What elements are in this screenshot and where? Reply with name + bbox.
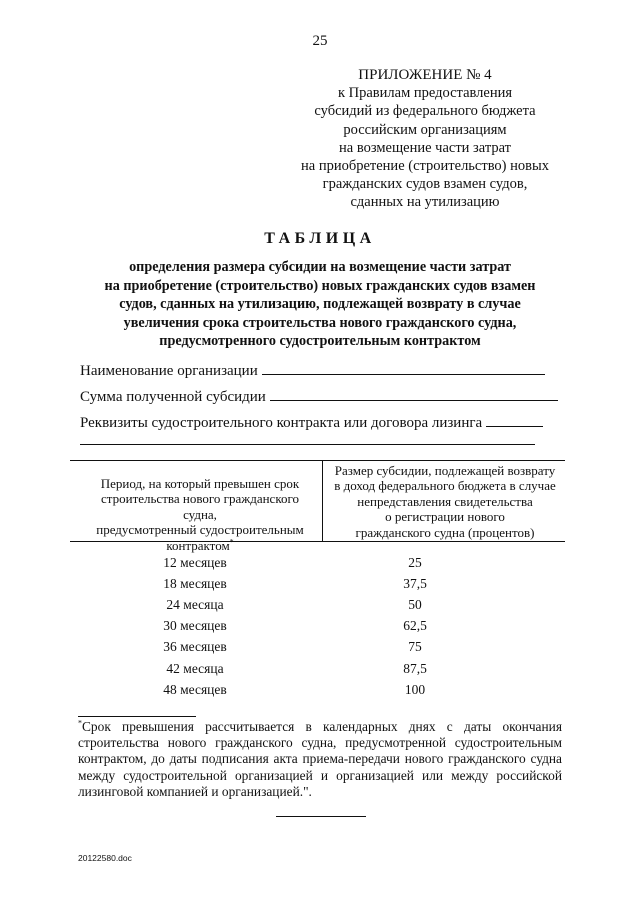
- period-cell: 36 месяцев: [163, 639, 227, 655]
- table-header-period: Период, на который превышен срок строительства нового гражданского судна, предусмотренный судостроительным контрактом*: [96, 476, 304, 553]
- period-cell: 12 месяцев: [163, 554, 227, 570]
- table-row: [100, 552, 550, 573]
- percent-cell: 87,5: [403, 660, 427, 676]
- appendix-heading-block: [290, 66, 560, 212]
- period-cell: 48 месяцев: [163, 681, 227, 697]
- page-number: 25: [312, 33, 328, 49]
- appendix-line: на приобретение (строительство) новых: [301, 158, 549, 175]
- subsidy-amount-blank[interactable]: [270, 386, 558, 401]
- percent-cell: 100: [404, 681, 426, 697]
- document-filename: 20122580.doc: [78, 853, 132, 863]
- appendix-line: на возмещение части затрат: [339, 139, 511, 156]
- footnote: [78, 719, 562, 800]
- subtitle-line: увеличения срока строительства нового гражданского судна,: [123, 314, 517, 331]
- percent-cell: 25: [408, 554, 422, 570]
- table-column-divider: [322, 460, 323, 541]
- table-row: [100, 594, 550, 615]
- percent-cell: 37,5: [403, 575, 427, 591]
- contract-details-label: Реквизиты судостроительного контракта или договора лизинга: [80, 415, 483, 431]
- table-row: [100, 616, 550, 637]
- table-top-rule: [70, 460, 565, 461]
- table-header-rule: [70, 541, 565, 542]
- percent-cell: 75: [408, 639, 422, 655]
- subtitle-line: на приобретение (строительство) новых гражданских судов взамен: [104, 277, 536, 294]
- organization-label: Наименование организации: [80, 363, 258, 379]
- table-body: [100, 552, 550, 700]
- subtitle-line: определения размера субсидии на возмещение части затрат: [129, 259, 511, 275]
- contract-details-blank[interactable]: [486, 412, 543, 427]
- footnote-mark: *: [78, 718, 82, 728]
- contract-details-field: [80, 412, 543, 432]
- period-cell: 18 месяцев: [163, 575, 227, 591]
- organization-blank[interactable]: [262, 360, 545, 375]
- subtitle-line: судов, сданных на утилизацию, подлежащей возврату в случае: [119, 296, 521, 313]
- appendix-line: к Правилам предоставления: [337, 85, 513, 102]
- footnote-mark: *: [229, 537, 234, 547]
- subsidy-amount-label: Сумма полученной субсидии: [80, 389, 266, 405]
- period-cell: 42 месяца: [166, 660, 224, 676]
- table-row: [100, 637, 550, 658]
- table-header-percent: Размер субсидии, подлежащей возврату в доход федерального бюджета в случае непредставления свидетельства о регистрации нового гражданского судна (процентов): [334, 463, 556, 540]
- appendix-line: гражданских судов взамен судов,: [322, 176, 528, 193]
- organization-field: [80, 360, 545, 380]
- table-row: [100, 573, 550, 594]
- subtitle-line: предусмотренного судостроительным контрактом: [159, 333, 481, 350]
- table-row: [100, 658, 550, 679]
- appendix-line: сданных на утилизацию: [350, 194, 500, 211]
- percent-cell: 50: [408, 596, 422, 612]
- period-cell: 30 месяцев: [163, 618, 227, 634]
- footnote-separator: [78, 716, 196, 717]
- table-row: [100, 679, 550, 700]
- document-subtitle: [95, 258, 545, 351]
- footnote-text: Срок превышения рассчитывается в календарных днях с даты окончания строительства нового гражданского судна, предусмотренной судостроительным контрактом, до даты подписания акта приема-передачи нового гражданского судна между судостроительной организацией и организацией или между российской лизинговой компанией и организацией.".: [78, 719, 562, 799]
- end-separator: [276, 816, 366, 817]
- document-title: ТАБЛИЦА: [264, 230, 376, 247]
- appendix-line: субсидий из федерального бюджета: [314, 103, 536, 120]
- appendix-line: российским организациям: [343, 121, 507, 138]
- subsidy-amount-field: [80, 386, 558, 406]
- period-cell: 24 месяца: [166, 596, 224, 612]
- percent-cell: 62,5: [403, 618, 427, 634]
- appendix-title: ПРИЛОЖЕНИЕ № 4: [358, 67, 492, 83]
- contract-details-continuation-line[interactable]: [80, 444, 535, 445]
